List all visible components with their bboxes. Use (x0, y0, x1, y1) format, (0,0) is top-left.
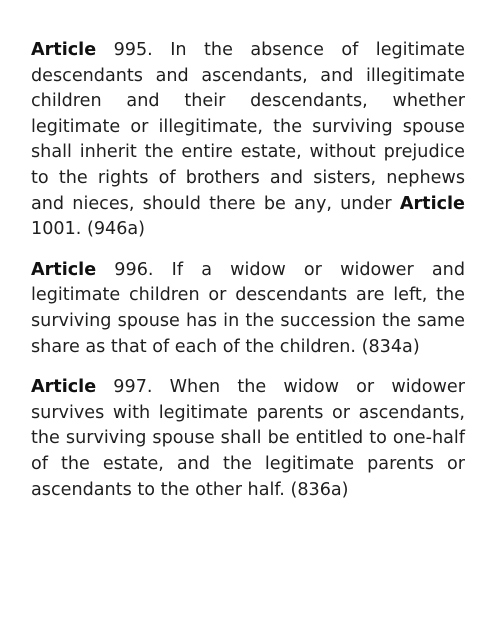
article-995 (31, 38, 465, 243)
article-text: 997. When the widow or widower survives with legitimate parents or ascendants, the surviving spouse shall be entitled to one-half of the estate, and the legitimate parents or ascendants to the other half. (836a) (31, 377, 465, 500)
document-page (31, 38, 465, 518)
article-text: 996. If a widow or widower and legitimate children or descendants are left, the surviving spouse has in the succession the same share as that of each of the children. (834a) (31, 259, 465, 357)
article-heading: Article (31, 377, 97, 398)
article-reference-heading: Article (399, 193, 465, 214)
article-997 (31, 375, 465, 503)
article-996 (31, 258, 465, 360)
article-heading: Article (31, 40, 97, 60)
article-heading: Article (31, 259, 97, 280)
article-text: 995. In the absence of legitimate descendants and ascendants, and illegitimate children and their descendants, whether legitimate or illegitimate, the surviving spouse shall inherit the entire estate, without prejudice to the rights of brothers and sisters, nephews and nieces, should there be any, under (31, 40, 465, 214)
article-citation: 1001. (946a) (31, 219, 146, 240)
